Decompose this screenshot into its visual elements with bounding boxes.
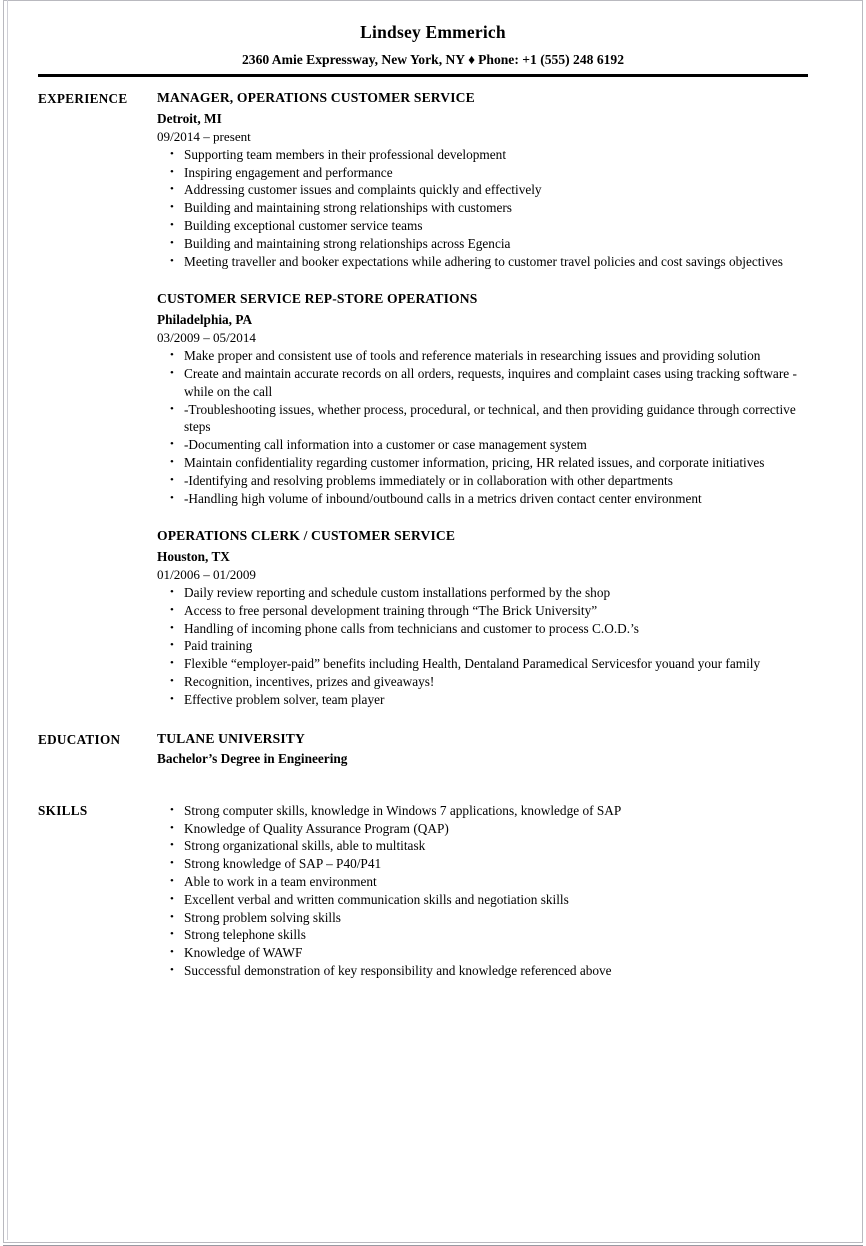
job-title: MANAGER, OPERATIONS CUSTOMER SERVICE — [157, 90, 475, 106]
section-skills — [38, 802, 820, 980]
job-dates: 01/2006 – 01/2009 — [157, 566, 256, 582]
skills-content — [157, 802, 820, 980]
skill-bullet: • Knowledge of Quality Assurance Program (QAP) — [157, 820, 820, 838]
candidate-contact-line — [0, 52, 866, 68]
section-label-experience: EXPERIENCE — [38, 91, 128, 107]
experience-job — [157, 89, 820, 270]
skill-bullet: • Strong computer skills, knowledge in Windows 7 applications, knowledge of SAP — [157, 802, 820, 820]
job-title: OPERATIONS CLERK / CUSTOMER SERVICE — [157, 528, 456, 544]
job-bullet: • Effective problem solver, team player — [157, 691, 820, 709]
job-bullet: • Building and maintaining strong relationships across Egencia — [157, 235, 820, 253]
section-education — [38, 730, 820, 769]
job-title: CUSTOMER SERVICE REP-STORE OPERATIONS — [157, 291, 478, 307]
resume-body — [0, 89, 866, 980]
job-dates: 09/2014 – present — [157, 128, 251, 144]
skill-bullet: • Successful demonstration of key responsibility and knowledge referenced above — [157, 962, 820, 980]
job-bullet: • Handling of incoming phone calls from technicians and customer to process C.O.D.’s — [157, 620, 820, 638]
candidate-address: 2360 Amie Expressway, New York, NY — [241, 51, 466, 67]
job-bullet: • Meeting traveller and booker expectations while adhering to customer travel policies and cost savings objectives — [157, 253, 820, 271]
job-bullet: • Building and maintaining strong relationships with customers — [157, 199, 820, 217]
education-degree: Bachelor’s Degree in Engineering — [157, 751, 348, 767]
job-dates: 03/2009 – 05/2014 — [157, 329, 256, 345]
job-bullet: • -Handling high volume of inbound/outbound calls in a metrics driven contact center environment — [157, 490, 820, 508]
job-bullet: • Flexible “employer-paid” benefits including Health, Dentaland Paramedical Servicesfor youand your family — [157, 655, 820, 673]
experience-job — [157, 527, 820, 708]
job-bullet: • Make proper and consistent use of tools and reference materials in researching issues and providing solution — [157, 347, 820, 365]
job-location: Philadelphia, PA — [157, 311, 253, 327]
job-bullet: • -Documenting call information into a customer or case management system — [157, 436, 820, 454]
skill-bullet: • Strong telephone skills — [157, 926, 820, 944]
job-bullet-list — [157, 347, 820, 507]
candidate-name: Lindsey Emmerich — [360, 22, 506, 42]
job-bullet: • Daily review reporting and schedule custom installations performed by the shop — [157, 584, 820, 602]
experience-content — [157, 89, 820, 708]
job-bullet-list — [157, 146, 820, 271]
job-location: Detroit, MI — [157, 110, 222, 126]
education-school: TULANE UNIVERSITY — [157, 730, 305, 746]
section-label-education: EDUCATION — [38, 731, 121, 747]
job-bullet: • Create and maintain accurate records on all orders, requests, inquires and complaint cases using tracking software - while on the call — [157, 365, 820, 401]
job-bullet: • Maintain confidentiality regarding customer information, pricing, HR related issues, and corporate initiatives — [157, 454, 820, 472]
skill-bullet: • Strong knowledge of SAP – P40/P41 — [157, 855, 820, 873]
skill-bullet: • Knowledge of WAWF — [157, 944, 820, 962]
job-bullet: • Supporting team members in their professional development — [157, 146, 820, 164]
contact-separator-icon: ♦ — [468, 51, 476, 67]
section-experience — [38, 89, 820, 708]
skill-bullet: • Strong organizational skills, able to multitask — [157, 837, 820, 855]
skill-bullet: • Able to work in a team environment — [157, 873, 820, 891]
job-bullet: • Recognition, incentives, prizes and giveaways! — [157, 673, 820, 691]
header-divider — [38, 74, 808, 77]
education-content — [157, 730, 820, 769]
job-bullet: • Addressing customer issues and complaints quickly and effectively — [157, 181, 820, 199]
candidate-phone: Phone: +1 (555) 248 6192 — [478, 51, 625, 67]
section-label-skills: SKILLS — [38, 802, 88, 818]
job-bullet: • Paid training — [157, 637, 820, 655]
job-bullet: • Building exceptional customer service teams — [157, 217, 820, 235]
job-bullet-list — [157, 584, 820, 709]
skill-bullet: • Excellent verbal and written communication skills and negotiation skills — [157, 891, 820, 909]
job-bullet: • Inspiring engagement and performance — [157, 164, 820, 182]
skills-list — [157, 802, 820, 980]
job-bullet: • -Troubleshooting issues, whether process, procedural, or technical, and then providing guidance through corrective steps — [157, 401, 820, 437]
job-bullet: • Access to free personal development training through “The Brick University” — [157, 602, 820, 620]
job-location: Houston, TX — [157, 548, 230, 564]
experience-job — [157, 290, 820, 507]
skill-bullet: • Strong problem solving skills — [157, 909, 820, 927]
resume-header — [0, 0, 866, 77]
job-bullet: • -Identifying and resolving problems immediately or in collaboration with other departments — [157, 472, 820, 490]
